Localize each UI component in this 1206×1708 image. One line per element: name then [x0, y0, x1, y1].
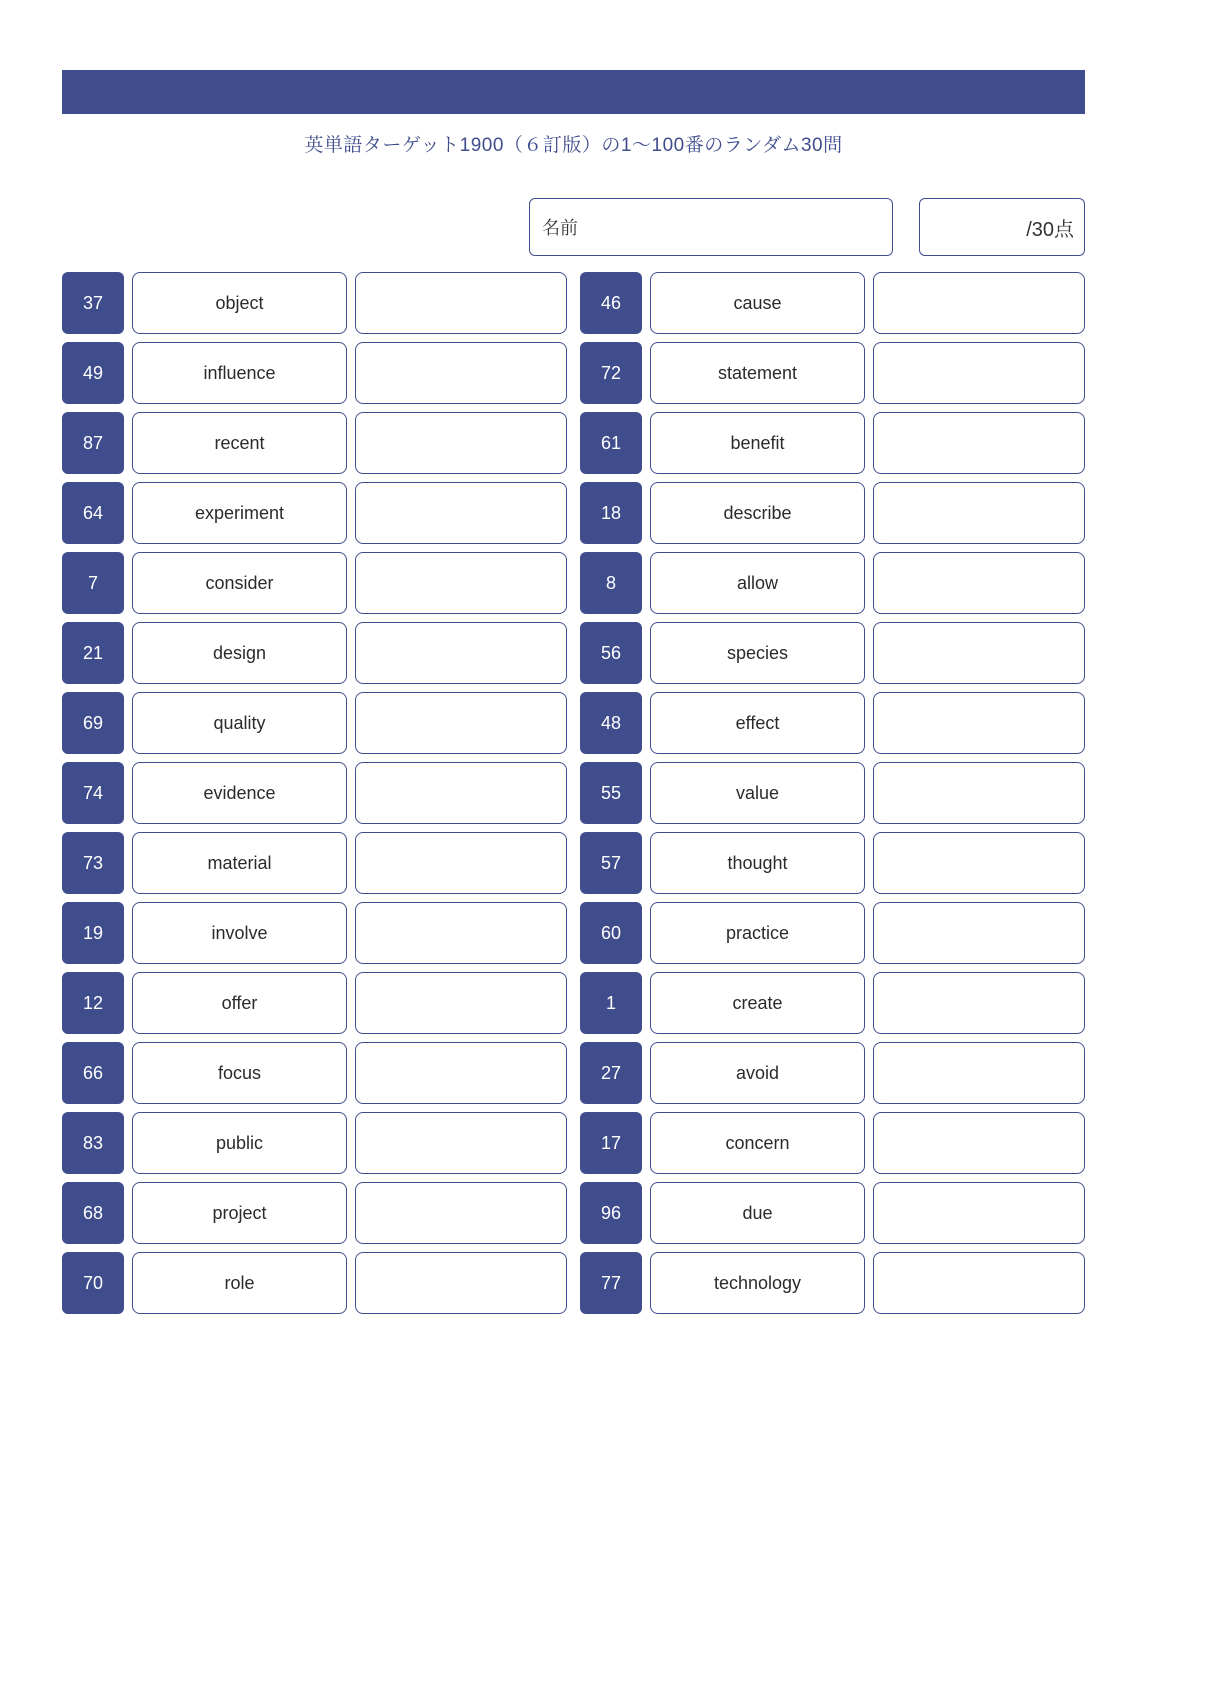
question-word: technology [650, 1252, 865, 1314]
page-title: 英単語ターゲット1900（６訂版）の1〜100番のランダム30問 [304, 135, 843, 156]
answer-input[interactable] [355, 482, 567, 544]
table-row [62, 552, 567, 614]
header-fields [62, 198, 1085, 256]
question-grid [62, 272, 1085, 1314]
answer-input[interactable] [355, 552, 567, 614]
answer-input[interactable] [355, 1112, 567, 1174]
answer-input[interactable] [873, 692, 1085, 754]
answer-input[interactable] [355, 972, 567, 1034]
question-number: 12 [62, 972, 124, 1034]
table-row [580, 972, 1085, 1034]
answer-input[interactable] [355, 1252, 567, 1314]
answer-input[interactable] [873, 482, 1085, 544]
table-row [580, 1182, 1085, 1244]
question-word: influence [132, 342, 347, 404]
question-number: 83 [62, 1112, 124, 1174]
question-number: 66 [62, 1042, 124, 1104]
answer-input[interactable] [873, 272, 1085, 334]
answer-input[interactable] [873, 552, 1085, 614]
question-number: 61 [580, 412, 642, 474]
question-number: 17 [580, 1112, 642, 1174]
answer-input[interactable] [355, 1182, 567, 1244]
table-row [580, 342, 1085, 404]
question-number: 57 [580, 832, 642, 894]
question-number: 64 [62, 482, 124, 544]
table-row [62, 1112, 567, 1174]
question-column-left [62, 272, 567, 1314]
question-word: project [132, 1182, 347, 1244]
table-row [580, 1252, 1085, 1314]
answer-input[interactable] [355, 762, 567, 824]
question-number: 27 [580, 1042, 642, 1104]
answer-input[interactable] [873, 412, 1085, 474]
question-number: 56 [580, 622, 642, 684]
question-word: material [132, 832, 347, 894]
table-row [62, 972, 567, 1034]
question-number: 70 [62, 1252, 124, 1314]
question-number: 49 [62, 342, 124, 404]
question-word: avoid [650, 1042, 865, 1104]
question-word: public [132, 1112, 347, 1174]
table-row [580, 832, 1085, 894]
table-row [580, 272, 1085, 334]
table-row [580, 482, 1085, 544]
name-input[interactable]: 名前 [529, 198, 893, 256]
question-word: recent [132, 412, 347, 474]
question-word: quality [132, 692, 347, 754]
table-row [580, 762, 1085, 824]
question-word: statement [650, 342, 865, 404]
table-row [62, 1182, 567, 1244]
table-row [62, 412, 567, 474]
header-banner [62, 70, 1085, 114]
question-word: describe [650, 482, 865, 544]
table-row [62, 622, 567, 684]
answer-input[interactable] [873, 1252, 1085, 1314]
answer-input[interactable] [355, 342, 567, 404]
table-row [62, 902, 567, 964]
table-row [62, 1042, 567, 1104]
question-word: effect [650, 692, 865, 754]
question-word: benefit [650, 412, 865, 474]
question-number: 19 [62, 902, 124, 964]
table-row [62, 482, 567, 544]
answer-input[interactable] [873, 1182, 1085, 1244]
question-word: value [650, 762, 865, 824]
answer-input[interactable] [873, 762, 1085, 824]
table-row [62, 1252, 567, 1314]
question-number: 96 [580, 1182, 642, 1244]
answer-input[interactable] [355, 832, 567, 894]
question-number: 7 [62, 552, 124, 614]
table-row [580, 552, 1085, 614]
question-number: 48 [580, 692, 642, 754]
answer-input[interactable] [355, 272, 567, 334]
table-row [580, 622, 1085, 684]
answer-input[interactable] [873, 1042, 1085, 1104]
question-word: species [650, 622, 865, 684]
question-number: 77 [580, 1252, 642, 1314]
question-word: offer [132, 972, 347, 1034]
table-row [62, 832, 567, 894]
question-word: involve [132, 902, 347, 964]
question-number: 46 [580, 272, 642, 334]
question-word: practice [650, 902, 865, 964]
question-word: allow [650, 552, 865, 614]
question-word: due [650, 1182, 865, 1244]
question-word: concern [650, 1112, 865, 1174]
question-number: 18 [580, 482, 642, 544]
answer-input[interactable] [873, 972, 1085, 1034]
answer-input[interactable] [873, 902, 1085, 964]
answer-input[interactable] [355, 622, 567, 684]
answer-input[interactable] [873, 1112, 1085, 1174]
question-column-right [580, 272, 1085, 1314]
table-row [62, 272, 567, 334]
table-row [580, 1042, 1085, 1104]
question-number: 60 [580, 902, 642, 964]
answer-input[interactable] [355, 692, 567, 754]
question-word: experiment [132, 482, 347, 544]
question-word: cause [650, 272, 865, 334]
question-number: 55 [580, 762, 642, 824]
question-number: 69 [62, 692, 124, 754]
question-number: 72 [580, 342, 642, 404]
question-word: thought [650, 832, 865, 894]
table-row [62, 762, 567, 824]
table-row [62, 692, 567, 754]
answer-input[interactable] [873, 622, 1085, 684]
question-word: create [650, 972, 865, 1034]
question-word: object [132, 272, 347, 334]
answer-input[interactable] [355, 412, 567, 474]
question-number: 74 [62, 762, 124, 824]
table-row [580, 692, 1085, 754]
question-number: 87 [62, 412, 124, 474]
table-row [580, 1112, 1085, 1174]
answer-input[interactable] [355, 1042, 567, 1104]
question-number: 1 [580, 972, 642, 1034]
question-word: consider [132, 552, 347, 614]
table-row [580, 412, 1085, 474]
answer-input[interactable] [873, 832, 1085, 894]
question-number: 68 [62, 1182, 124, 1244]
question-number: 21 [62, 622, 124, 684]
table-row [62, 342, 567, 404]
question-number: 37 [62, 272, 124, 334]
question-word: role [132, 1252, 347, 1314]
question-word: design [132, 622, 347, 684]
question-number: 73 [62, 832, 124, 894]
question-word: focus [132, 1042, 347, 1104]
table-row [580, 902, 1085, 964]
score-field[interactable]: /30点 [919, 198, 1085, 256]
question-word: evidence [132, 762, 347, 824]
question-number: 8 [580, 552, 642, 614]
answer-input[interactable] [873, 342, 1085, 404]
answer-input[interactable] [355, 902, 567, 964]
